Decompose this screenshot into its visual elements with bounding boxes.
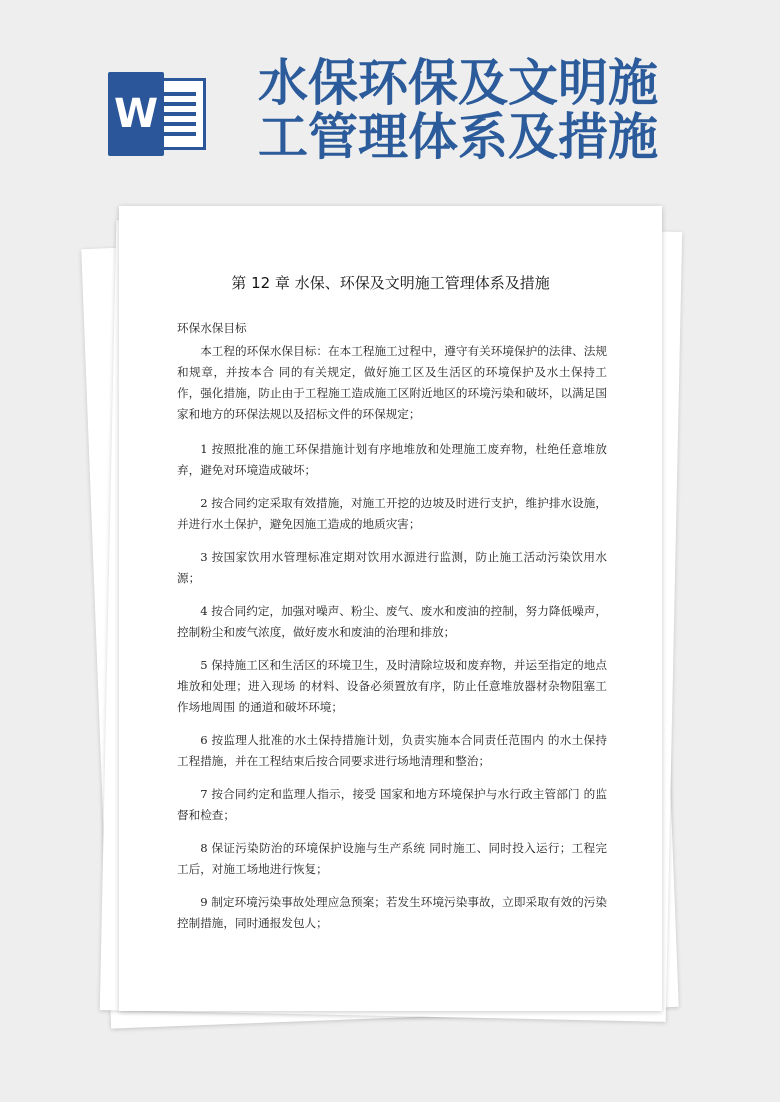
list-item: 6 按监理人批准的水土保持措施计划，负责实施本合同责任范围内 的水土保持工程措施，并在工程结束后按合同要求进行场地清理和整治； bbox=[177, 733, 607, 768]
list-item: 9 制定环境污染事故处理应急预案；若发生环境污染事故，立即采取有效的污染控制措施，同时通报发包人； bbox=[177, 895, 607, 930]
document-title: 第 12 章 水保、环保及文明施工管理体系及措施 bbox=[231, 274, 550, 292]
section-heading: 环保水保目标 bbox=[177, 321, 247, 335]
list-item: 3 按国家饮用水管理标准定期对饮用水源进行监测，防止施工活动污染饮用水源； bbox=[177, 550, 607, 585]
banner-title-line-2: 工管理体系及措施 bbox=[258, 108, 658, 166]
list-item: 5 保持施工区和生活区的环境卫生，及时清除垃圾和废弃物，并运至指定的地点堆放和处理；进入现场 的材料、设备必须置放有序，防止任意堆放器材杂物阻塞工作场地周围 的通道和破坏环境； bbox=[177, 658, 607, 714]
list-item: 8 保证污染防治的环境保护设施与生产系统 同时施工、同时投入运行；工程完工后，对施工场地进行恢复； bbox=[177, 841, 607, 876]
word-logo-letter: W bbox=[108, 72, 164, 156]
document-page bbox=[119, 206, 662, 1011]
list-item: 1 按照批准的施工环保措施计划有序地堆放和处理施工废弃物，杜绝任意堆放弃，避免对环境造成破坏； bbox=[177, 442, 607, 477]
banner-title bbox=[258, 56, 768, 164]
banner-title-line-1: 水保环保及文明施 bbox=[258, 54, 658, 112]
list-item: 4 按合同约定，加强对噪声、粉尘、废气、废水和废油的控制，努力降低噪声，控制粉尘和废气浓度，做好废水和废油的治理和排放； bbox=[177, 604, 607, 639]
header-banner bbox=[0, 0, 780, 200]
word-document-icon bbox=[108, 68, 210, 158]
list-item: 7 按合同约定和监理人指示，接受 国家和地方环境保护与水行政主管部门 的监督和检查； bbox=[177, 787, 607, 822]
document-body bbox=[177, 318, 607, 946]
list-item: 2 按合同约定采取有效措施，对施工开挖的边坡及时进行支护，维护排水设施，并进行水土保护，避免因施工造成的地质灾害； bbox=[177, 496, 607, 531]
intro-paragraph: 本工程的环保水保目标：在本工程施工过程中，遵守有关环境保护的法律、法规和规章，并按本合 同的有关规定，做好施工区及生活区的环境保护及水土保持工作，强化措施，防止由于工程施工造成施工区附近地区的环境污染和破坏，以满足国家和地方的环保法规以及招标文件的环保规定； bbox=[177, 344, 607, 421]
